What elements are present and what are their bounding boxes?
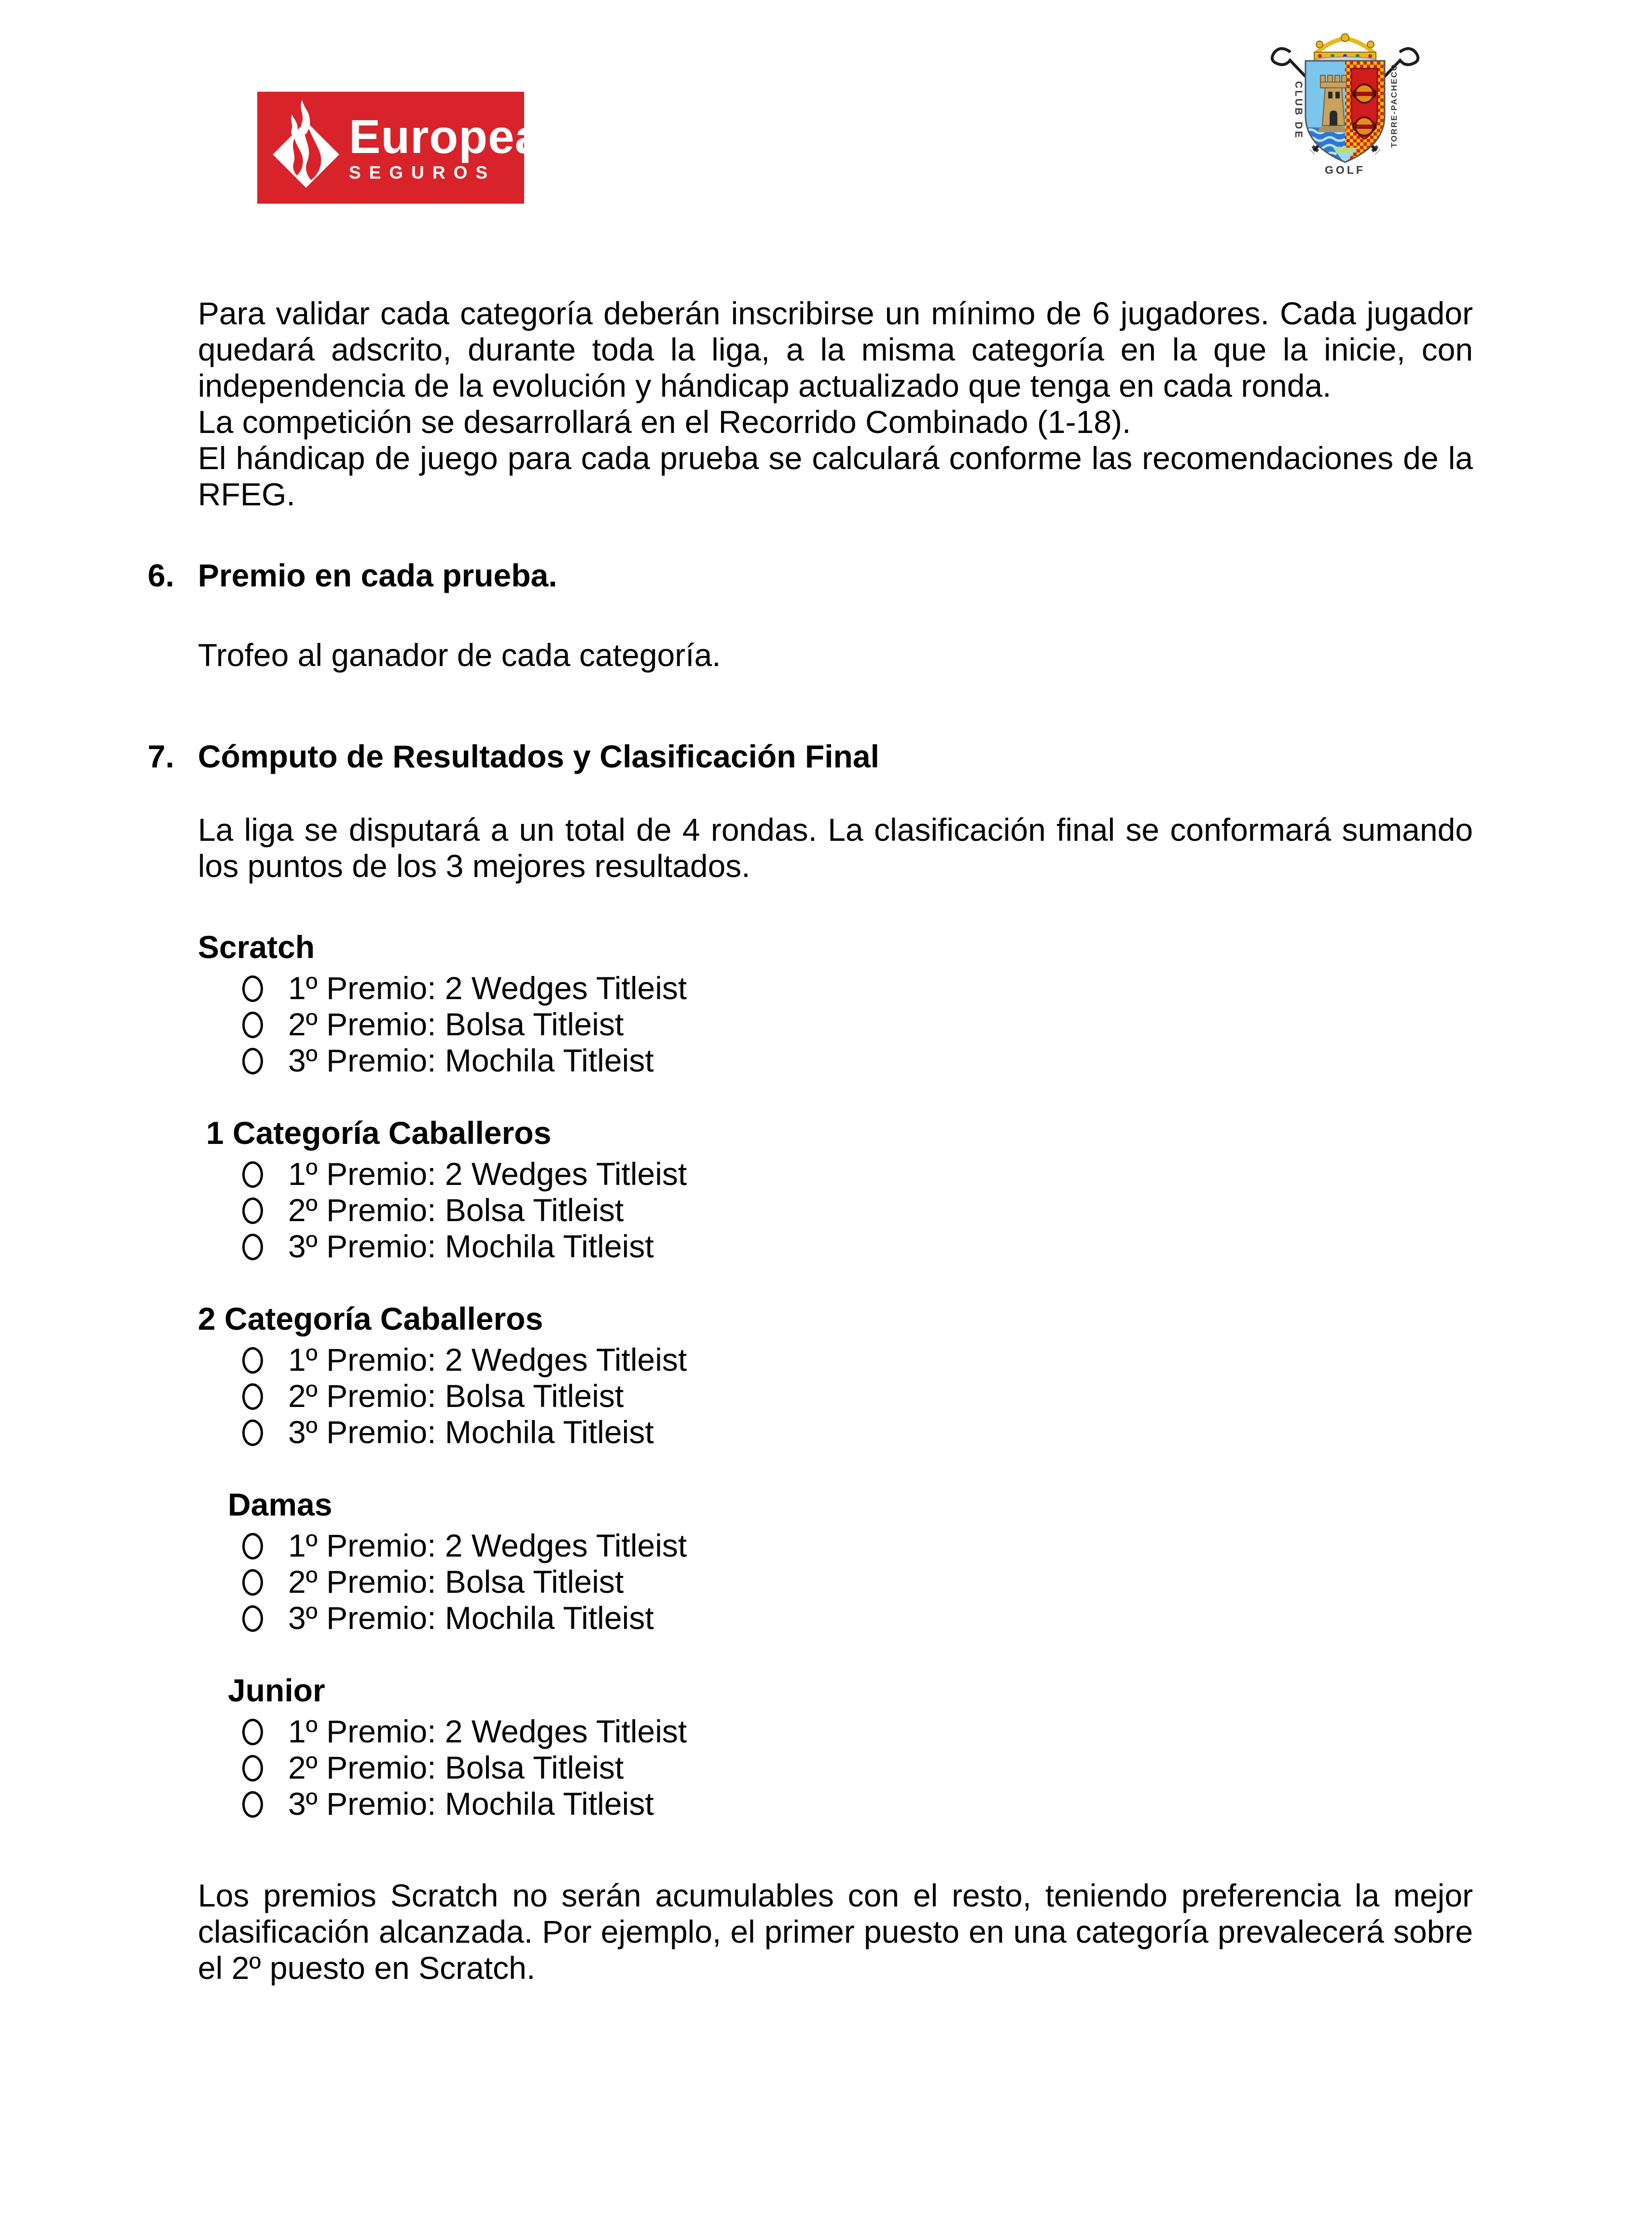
intro-block bbox=[198, 295, 1473, 513]
closing-note: Los premios Scratch no serán acumulables con el resto, teniendo preferencia la mejor clasificación alcanzada. Por ejemplo, el primer puesto en una categoría prevalecerá sobre el 2º puesto en Scratch. bbox=[198, 1878, 1473, 1986]
circle-bullet-icon bbox=[242, 1048, 263, 1074]
prize-item bbox=[198, 1043, 1473, 1079]
circle-bullet-icon bbox=[242, 1234, 263, 1260]
prize-item bbox=[198, 1713, 1473, 1750]
circle-bullet-icon bbox=[242, 1383, 263, 1410]
document-body bbox=[148, 295, 1473, 1986]
circle-bullet-icon bbox=[242, 1605, 263, 1632]
prize-text: 2º Premio: Bolsa Titleist bbox=[288, 1378, 624, 1414]
prize-text: 3º Premio: Mochila Titleist bbox=[288, 1414, 654, 1450]
intro-paragraph-2: La competición se desarrollará en el Recorrido Combinado (1-18). bbox=[198, 404, 1131, 440]
prize-text: 1º Premio: 2 Wedges Titleist bbox=[288, 1342, 687, 1378]
section-6-number: 6. bbox=[148, 557, 175, 593]
category-block-2-caballeros bbox=[198, 1301, 1473, 1450]
category-name: Scratch bbox=[198, 929, 315, 965]
prize-item bbox=[198, 970, 1473, 1006]
section-7-title: Cómputo de Resultados y Clasificación Final bbox=[198, 738, 879, 774]
prize-text: 2º Premio: Bolsa Titleist bbox=[288, 1750, 624, 1785]
prize-text: 3º Premio: Mochila Titleist bbox=[288, 1600, 654, 1636]
prize-item bbox=[198, 1006, 1473, 1043]
prize-item bbox=[198, 1564, 1473, 1600]
circle-bullet-icon bbox=[242, 1533, 263, 1559]
prize-item bbox=[198, 1600, 1473, 1636]
category-name: Damas bbox=[228, 1487, 333, 1522]
prize-list bbox=[198, 1342, 1473, 1450]
prize-item bbox=[198, 1786, 1473, 1822]
europea-brand-name: Europea bbox=[349, 110, 542, 163]
circle-bullet-icon bbox=[242, 1161, 263, 1188]
crest-bottom-label: GOLF bbox=[1325, 164, 1365, 176]
circle-bullet-icon bbox=[242, 1569, 263, 1596]
crown-icon bbox=[1314, 34, 1376, 64]
category-name: Junior bbox=[228, 1672, 325, 1708]
category-name: 2 Categoría Caballeros bbox=[198, 1301, 543, 1336]
section-7-body: La liga se disputará a un total de 4 rondas. La clasificación final se conformará sumando los puntos de los 3 mejores resultados. bbox=[198, 812, 1473, 884]
prize-text: 1º Premio: 2 Wedges Titleist bbox=[288, 1713, 687, 1749]
circle-bullet-icon bbox=[242, 1791, 263, 1818]
prize-list bbox=[198, 970, 1473, 1079]
intro-paragraph-3: El hándicap de juego para cada prueba se calculará conforme las recomendaciones de la RFEG. bbox=[198, 440, 1473, 512]
prize-item bbox=[198, 1378, 1473, 1414]
circle-bullet-icon bbox=[242, 1420, 263, 1446]
crest-right-label: TORRE-PACHECO bbox=[1389, 63, 1399, 148]
prize-text: 1º Premio: 2 Wedges Titleist bbox=[288, 1528, 687, 1563]
prize-item bbox=[198, 1342, 1473, 1378]
prize-text: 2º Premio: Bolsa Titleist bbox=[288, 1192, 624, 1228]
category-block-junior bbox=[198, 1672, 1473, 1822]
club-golf-torre-pacheco-crest-icon bbox=[1265, 31, 1425, 181]
prize-list bbox=[198, 1713, 1473, 1822]
prize-item bbox=[198, 1156, 1473, 1192]
prize-list bbox=[198, 1156, 1473, 1265]
prize-text: 1º Premio: 2 Wedges Titleist bbox=[288, 970, 687, 1006]
crest-left-label: CLUB DE bbox=[1293, 81, 1304, 140]
circle-bullet-icon bbox=[242, 1012, 263, 1038]
circle-bullet-icon bbox=[242, 1719, 263, 1745]
section-6-title: Premio en cada prueba. bbox=[198, 557, 557, 593]
category-name: 1 Categoría Caballeros bbox=[206, 1115, 552, 1151]
europea-flame-icon bbox=[270, 97, 342, 199]
section-7-number: 7. bbox=[148, 738, 175, 774]
circle-bullet-icon bbox=[242, 975, 263, 1002]
category-block-scratch bbox=[198, 929, 1473, 1079]
prize-text: 3º Premio: Mochila Titleist bbox=[288, 1228, 654, 1264]
prize-item bbox=[198, 1750, 1473, 1786]
intro-paragraph-1: Para validar cada categoría deberán inscribirse un mínimo de 6 jugadores. Cada jugador quedará adscrito, durante toda la liga, a la misma categoría en la que la inicie, con independencia de la evolución y hándicap actualizado que tenga en cada ronda. bbox=[198, 295, 1473, 404]
prize-text: 2º Premio: Bolsa Titleist bbox=[288, 1006, 624, 1042]
prize-item bbox=[198, 1228, 1473, 1265]
prize-item bbox=[198, 1414, 1473, 1450]
europea-logo-text bbox=[349, 110, 542, 182]
circle-bullet-icon bbox=[242, 1197, 263, 1224]
prize-item bbox=[198, 1528, 1473, 1564]
category-block-1-caballeros bbox=[198, 1115, 1473, 1265]
section-6-body: Trofeo al ganador de cada categoría. bbox=[198, 637, 721, 673]
circle-bullet-icon bbox=[242, 1755, 263, 1782]
inner-shield-icon bbox=[1351, 69, 1377, 139]
prize-list bbox=[198, 1528, 1473, 1636]
prize-text: 3º Premio: Mochila Titleist bbox=[288, 1043, 654, 1078]
europea-seguros-logo bbox=[257, 92, 542, 204]
prize-item bbox=[198, 1192, 1473, 1228]
circle-bullet-icon bbox=[242, 1347, 263, 1374]
europea-tagline: SEGUROS bbox=[349, 163, 496, 182]
section-7-heading bbox=[148, 738, 1473, 775]
prize-text: 2º Premio: Bolsa Titleist bbox=[288, 1564, 624, 1600]
section-6-heading bbox=[148, 557, 1473, 594]
prize-text: 1º Premio: 2 Wedges Titleist bbox=[288, 1156, 687, 1192]
prize-text: 3º Premio: Mochila Titleist bbox=[288, 1786, 654, 1822]
category-block-damas bbox=[198, 1487, 1473, 1636]
